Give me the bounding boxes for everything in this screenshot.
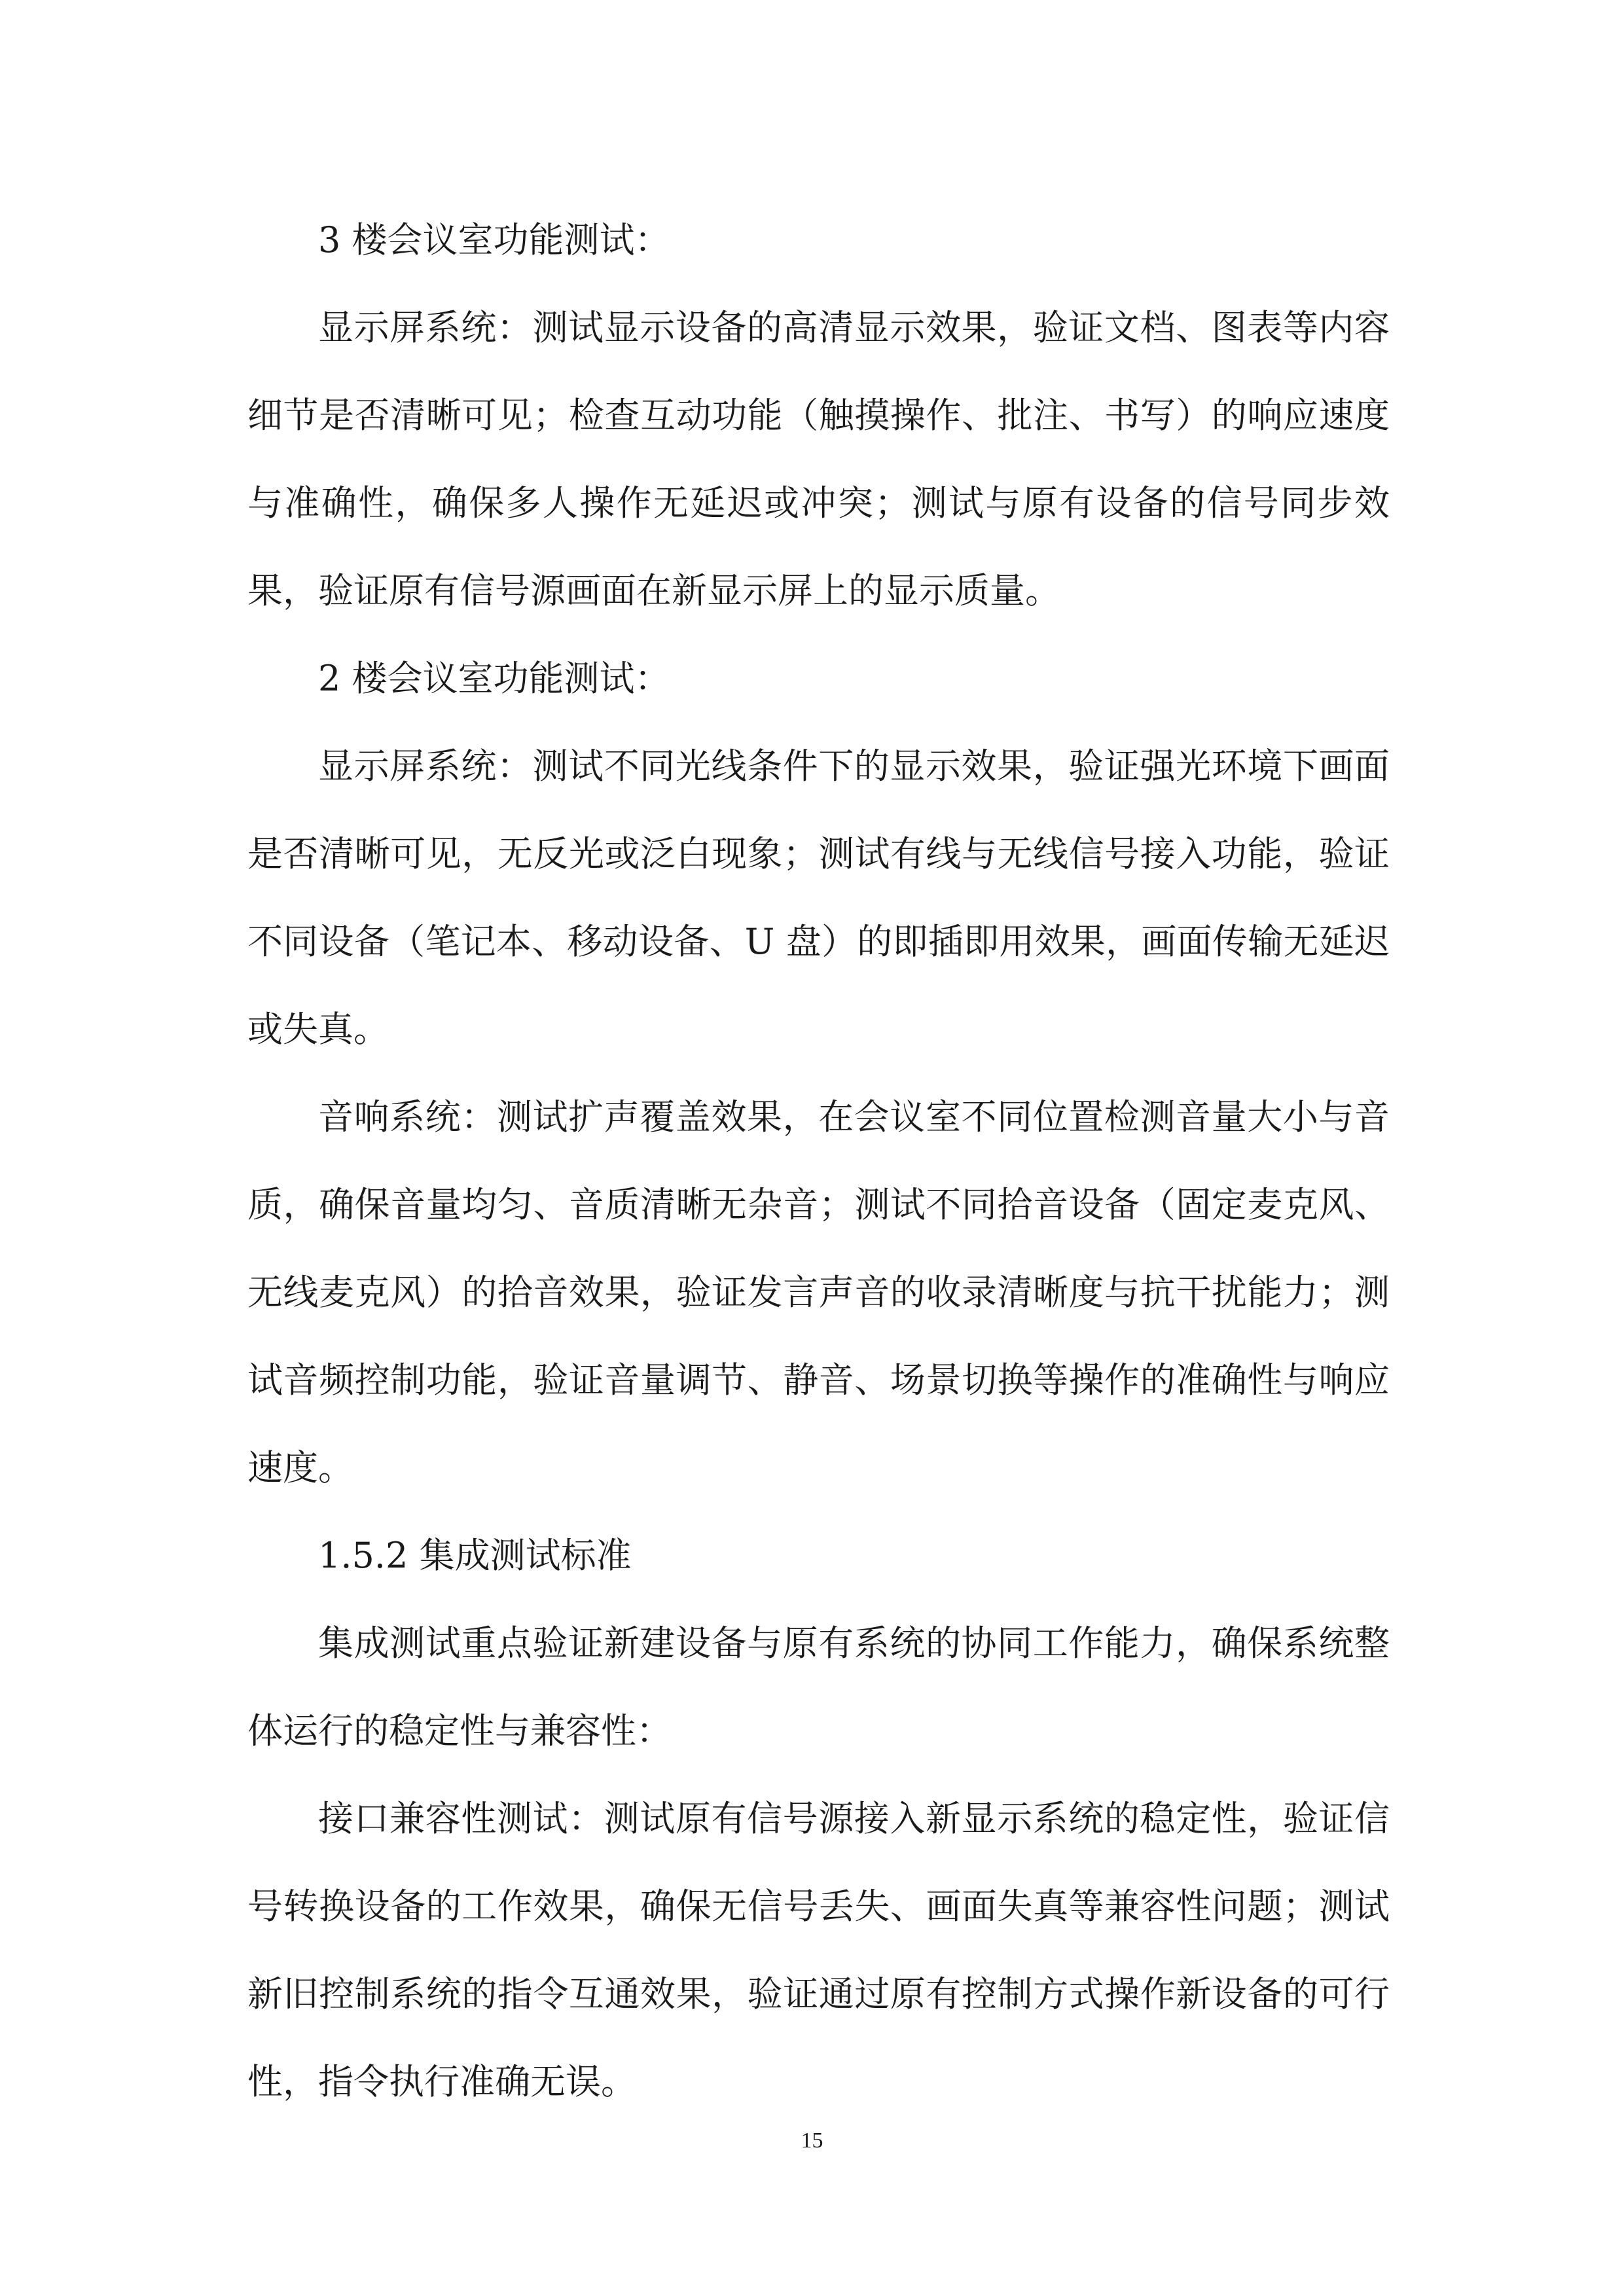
paragraph-floor2-display: 显示屏系统：测试不同光线条件下的显示效果，验证强光环境下画面是否清晰可见，无反光或泛白现象；测试有线与无线信号接入功能，验证不同设备（笔记本、移动设备、U 盘）的即插即用效果，画面传输无延迟或失真。 bbox=[247, 745, 1390, 1050]
paragraph-integration-intro: 集成测试重点验证新建设备与原有系统的协同工作能力，确保系统整体运行的稳定性与兼容性： bbox=[247, 1623, 1390, 1751]
paragraph-floor3-display: 显示屏系统：测试显示设备的高清显示效果，验证文档、图表等内容细节是否清晰可见；检查互动功能（触摸操作、批注、书写）的响应速度与准确性，确保多人操作无延迟或冲突；测试与原有设备的信号同步效果，验证原有信号源画面在新显示屏上的显示质量。 bbox=[247, 307, 1390, 611]
document-body bbox=[247, 196, 1390, 2126]
section-heading-integration-standard: 1.5.2 集成测试标准 bbox=[318, 1535, 632, 1576]
section-heading-floor2-test: 2 楼会议室功能测试： bbox=[318, 658, 670, 699]
paragraph-interface-compatibility: 接口兼容性测试：测试原有信号源接入新显示系统的稳定性，验证信号转换设备的工作效果，确保无信号丢失、画面失真等兼容性问题；测试新旧控制系统的指令互通效果，验证通过原有控制方式操作新设备的可行性，指令执行准确无误。 bbox=[247, 1798, 1390, 2102]
page-number: 15 bbox=[801, 2128, 823, 2153]
paragraph-floor2-audio: 音响系统：测试扩声覆盖效果，在会议室不同位置检测音量大小与音质，确保音量均匀、音质清晰无杂音；测试不同拾音设备（固定麦克风、无线麦克风）的拾音效果，验证发言声音的收录清晰度与抗干扰能力；测试音频控制功能，验证音量调节、静音、场景切换等操作的准确性与响应速度。 bbox=[247, 1096, 1390, 1488]
section-heading-floor3-test: 3 楼会议室功能测试： bbox=[318, 219, 670, 260]
